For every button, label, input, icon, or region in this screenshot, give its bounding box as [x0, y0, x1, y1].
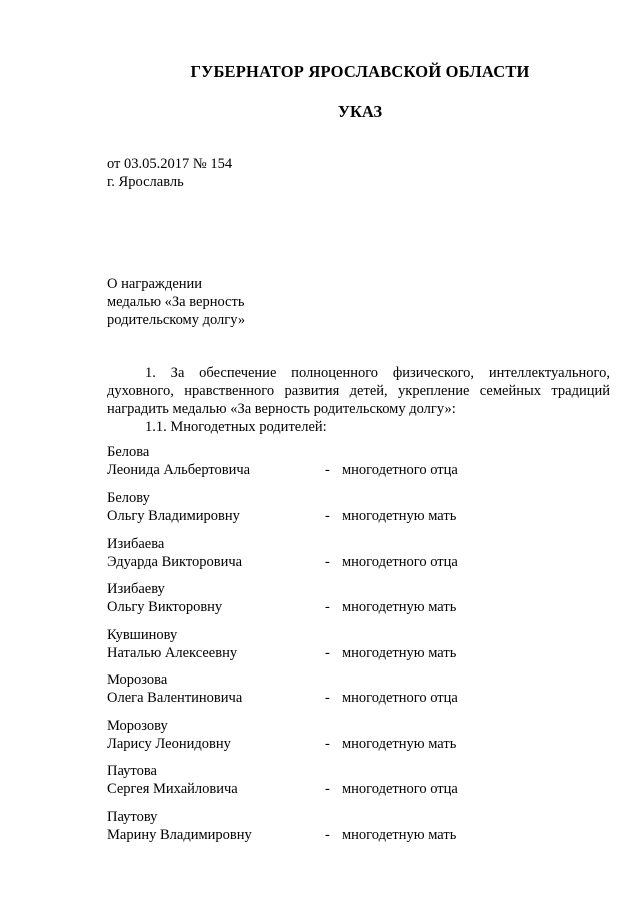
- recipient-role: многодетную мать: [342, 599, 457, 615]
- recipient-dash: -: [325, 554, 330, 570]
- recipient-surname: Паутову: [107, 809, 158, 825]
- recipient-surname: Белова: [107, 444, 150, 460]
- recipient-entry: [107, 580, 610, 616]
- recipient-given-name: Леонида Альбертовича: [107, 462, 251, 478]
- recipient-dash: -: [325, 827, 330, 843]
- recipient-given-name: Наталью Алексеевну: [107, 645, 238, 661]
- recipient-given-name: Олега Валентиновича: [107, 690, 243, 706]
- paragraph-1: 1. За обеспечение полноценного физического, интеллектуального, духовного, нравственного развития детей, укрепление семейных традиций наградить медалью «За верность родительскому долгу»:: [107, 365, 610, 417]
- recipient-given-name: Ольгу Владимировну: [107, 508, 240, 524]
- recipient-entry: [107, 535, 610, 571]
- recipient-role: многодетную мать: [342, 736, 457, 752]
- recipient-surname: Кувшинову: [107, 627, 178, 643]
- document-date-number: от 03.05.2017 № 154: [107, 156, 233, 172]
- recipient-dash: -: [325, 690, 330, 706]
- recipient-surname: Морозова: [107, 672, 168, 688]
- subject-line-2: медалью «За верность: [107, 294, 245, 310]
- recipient-entry: [107, 808, 610, 844]
- recipient-role: многодетного отца: [342, 554, 458, 570]
- subject-line-3: родительскому долгу»: [107, 312, 246, 328]
- recipient-role: многодетного отца: [342, 781, 458, 797]
- recipient-given-name: Эдуарда Викторовича: [107, 554, 243, 570]
- paragraph-1-1: 1.1. Многодетных родителей:: [145, 419, 327, 435]
- recipient-dash: -: [325, 508, 330, 524]
- document-authority-title: ГУБЕРНАТОР ЯРОСЛАВСКОЙ ОБЛАСТИ: [190, 62, 530, 81]
- recipient-dash: -: [325, 462, 330, 478]
- recipient-entry: [107, 489, 610, 525]
- recipient-role: многодетную мать: [342, 827, 457, 843]
- recipient-dash: -: [325, 599, 330, 615]
- recipient-surname: Белову: [107, 490, 150, 506]
- document-city: г. Ярославль: [107, 174, 184, 190]
- subject-line-1: О награждении: [107, 276, 203, 292]
- recipient-surname: Морозову: [107, 718, 168, 734]
- recipient-role: многодетную мать: [342, 645, 457, 661]
- recipient-role: многодетного отца: [342, 690, 458, 706]
- recipient-dash: -: [325, 781, 330, 797]
- recipient-surname: Паутова: [107, 763, 157, 779]
- recipient-entry: [107, 626, 610, 662]
- recipient-entry: [107, 671, 610, 707]
- document-type-title: УКАЗ: [337, 102, 383, 121]
- recipient-entry: [107, 717, 610, 753]
- recipient-given-name: Сергея Михайловича: [107, 781, 238, 797]
- recipient-given-name: Ольгу Викторовну: [107, 599, 223, 615]
- recipient-dash: -: [325, 736, 330, 752]
- recipient-surname: Изибаева: [107, 536, 165, 552]
- recipient-entry: [107, 443, 610, 479]
- recipient-surname: Изибаеву: [107, 581, 165, 597]
- recipient-role: многодетную мать: [342, 508, 457, 524]
- recipient-dash: -: [325, 645, 330, 661]
- recipient-role: многодетного отца: [342, 462, 458, 478]
- recipient-given-name: Марину Владимировну: [107, 827, 252, 843]
- recipient-given-name: Ларису Леонидовну: [107, 736, 231, 752]
- recipient-entry: [107, 762, 610, 798]
